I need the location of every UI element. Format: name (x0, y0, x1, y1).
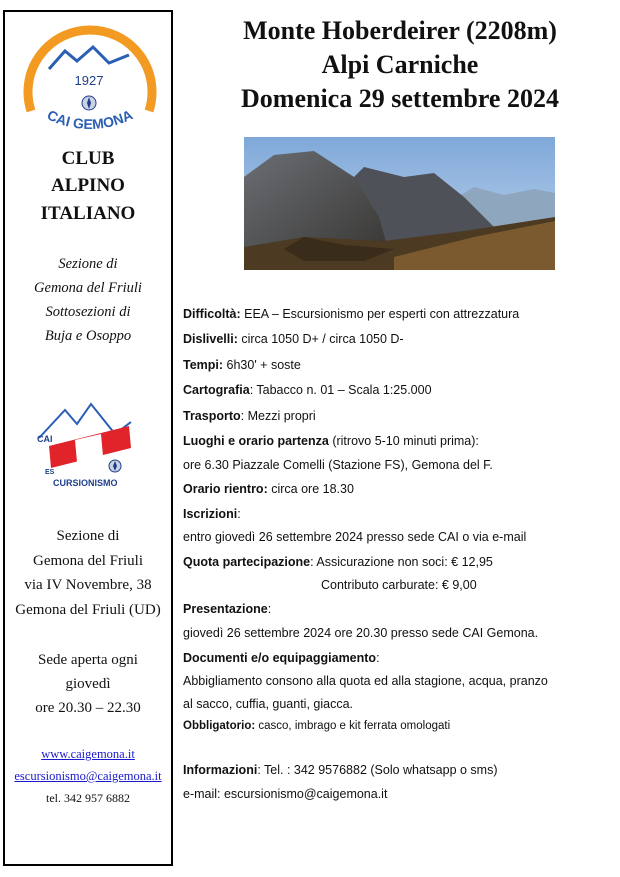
info-rientro (183, 481, 354, 497)
cartografia-label: Cartografia (183, 383, 250, 397)
address-line-1: Sezione di (56, 528, 120, 544)
informazioni-label: Informazioni (183, 763, 258, 777)
obbligatorio-value: casco, imbrago e kit ferrata omologati (255, 720, 451, 732)
website-link[interactable]: www.caigemona.it (41, 747, 135, 761)
iscrizioni-label: Iscrizioni (183, 507, 238, 521)
documenti-label: Documenti e/o equipaggiamento (183, 651, 377, 665)
cai-star-icon-small (109, 460, 121, 472)
documenti-line-3: al sacco, cuffia, guanti, giacca. (183, 697, 354, 711)
trasporto-label: Trasporto (183, 409, 241, 423)
esc-logo-text: CURSIONISMO (53, 478, 118, 488)
iscrizioni-colon: : (237, 507, 241, 521)
logo-year: 1927 (74, 73, 104, 88)
escursionismo-logo (31, 400, 147, 498)
info-informazioni (183, 762, 498, 778)
club-line-2: ALPINO (51, 175, 125, 196)
documenti-line-2: Abbigliamento consono alla quota ed alla stagione, acqua, pranzo (183, 674, 548, 688)
phone-text: tel. 342 957 6882 (46, 791, 130, 805)
title-line-2: Alpi Carniche (321, 50, 479, 79)
quota-label: Quota partecipazione (183, 555, 311, 569)
section-line-2: Gemona del Friuli (34, 280, 142, 296)
cartografia-value: : Tabacco n. 01 – Scala 1:25.000 (249, 383, 432, 397)
address-line-4: Gemona del Friuli (UD) (15, 602, 161, 618)
email-link-wrap (5, 766, 171, 786)
luoghi-value: (ritrovo 5-10 minuti prima): (328, 434, 479, 448)
info-quota (183, 554, 493, 570)
difficolta-value: EEA – Escursionismo per esperti con attrezzatura (240, 307, 520, 321)
title-line-3: Domenica 29 settembre 2024 (241, 84, 559, 113)
section-line-4: Buja e Osoppo (44, 328, 132, 344)
presentazione-line-2: giovedì 26 settembre 2024 ore 20.30 presso sede CAI Gemona. (183, 626, 539, 640)
info-tempi (183, 357, 301, 373)
info-obbligatorio (183, 718, 450, 734)
dislivelli-value: circa 1050 D+ / circa 1050 D- (237, 332, 404, 346)
info-trasporto (183, 408, 316, 424)
website-link-wrap (5, 744, 171, 764)
info-presentazione (183, 601, 271, 617)
quota-line-2: Contributo carburate: € 9,00 (321, 578, 477, 592)
email-link[interactable]: escursionismo@caigemona.it (14, 769, 162, 783)
cai-star-icon (82, 96, 96, 110)
tempi-label: Tempi: (183, 358, 224, 372)
mountain-photo (244, 137, 555, 270)
quota-value: : Assicurazione non soci: € 12,95 (310, 555, 493, 569)
rientro-label: Orario rientro: (183, 482, 268, 496)
info-luoghi (183, 433, 479, 449)
presentazione-label: Presentazione (183, 602, 268, 616)
luoghi-label: Luoghi e orario partenza (183, 434, 329, 448)
tempi-value: 6h30' + soste (223, 358, 301, 372)
hours-line-3: ore 20.30 – 22.30 (35, 700, 141, 716)
hours-line-1: Sede aperta ogni (38, 652, 138, 668)
section-line-3: Sottosezioni di (45, 304, 131, 320)
club-line-3: ITALIANO (40, 203, 136, 224)
esc-logo-es: ES (45, 469, 55, 476)
cai-gemona-logo (13, 15, 165, 135)
info-iscrizioni (183, 506, 241, 522)
trasporto-value: : Mezzi propri (240, 409, 316, 423)
luoghi-line-2: ore 6.30 Piazzale Comelli (Stazione FS), Gemona del F. (183, 458, 493, 472)
iscrizioni-line-2: entro giovedì 26 settembre 2024 presso sede CAI o via e-mail (183, 530, 527, 544)
info-dislivelli (183, 331, 404, 347)
rientro-value: circa ore 18.30 (267, 482, 354, 496)
title-line-1: Monte Hoberdeirer (2208m) (243, 16, 557, 45)
esc-logo-cai: CAI (37, 434, 53, 444)
informazioni-line-2: e-mail: escursionismo@caigemona.it (183, 787, 388, 801)
logo-name: CAI GEMONA (44, 106, 135, 133)
dislivelli-label: Dislivelli: (183, 332, 238, 346)
presentazione-colon: : (267, 602, 272, 616)
sidebar (3, 10, 173, 866)
difficolta-label: Difficoltà: (183, 307, 241, 321)
info-cartografia (183, 382, 432, 398)
section-line-1: Sezione di (58, 256, 118, 272)
informazioni-value: : Tel. : 342 9576882 (Solo whatsapp o sms) (257, 763, 498, 777)
address-line-2: Gemona del Friuli (33, 553, 143, 569)
hours-line-2: giovedì (65, 676, 111, 692)
info-documenti (183, 650, 380, 666)
documenti-colon: : (376, 651, 380, 665)
info-difficolta (183, 306, 519, 322)
obbligatorio-label: Obbligatorio: (183, 720, 256, 732)
club-line-1: CLUB (61, 148, 115, 169)
address-line-3: via IV Novembre, 38 (24, 577, 152, 593)
